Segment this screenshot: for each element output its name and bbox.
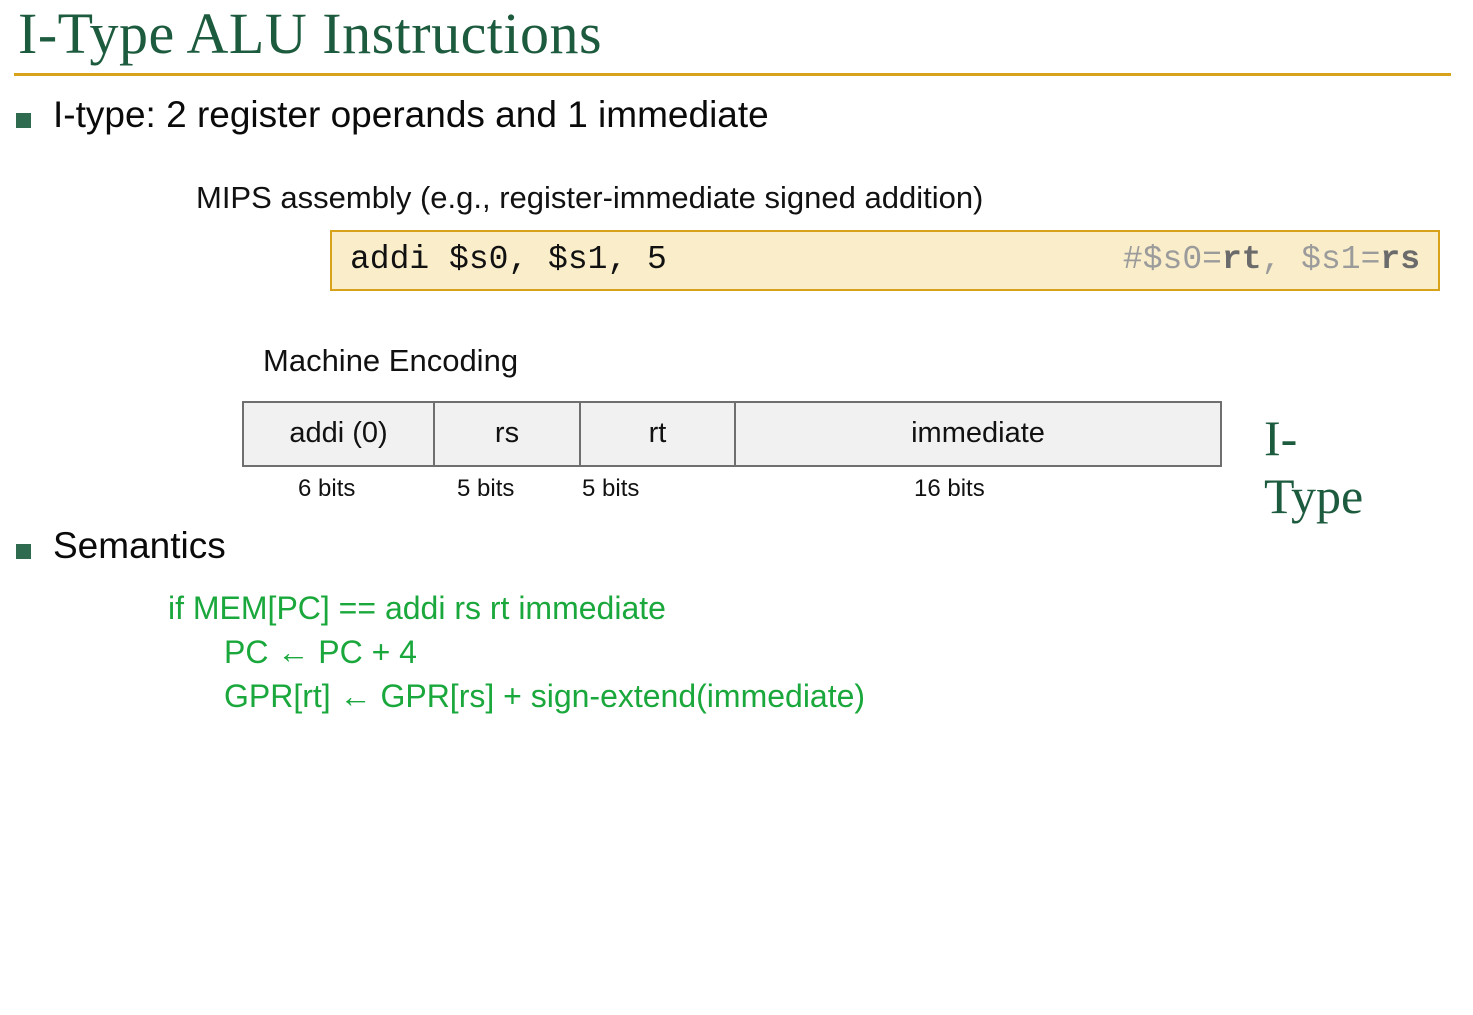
semantics-line-2: PC ← PC + 4 bbox=[224, 634, 417, 671]
bullet-square-icon bbox=[16, 544, 31, 559]
code-comment-middle: , $s1= bbox=[1261, 241, 1381, 279]
code-comment bbox=[1123, 241, 1420, 278]
code-block bbox=[330, 230, 1440, 291]
semantics-block bbox=[168, 586, 1473, 718]
code-comment-rs: rs bbox=[1380, 241, 1420, 279]
bit-width-rt: 5 bits bbox=[582, 475, 640, 503]
encoding-field-opcode: addi (0) bbox=[244, 403, 435, 465]
bullet-item-itype bbox=[16, 94, 1473, 137]
code-instruction: addi $s0, $s1, 5 bbox=[350, 241, 667, 279]
title-divider bbox=[14, 73, 1451, 76]
bullet-item-label: Semantics bbox=[53, 525, 226, 567]
assembly-caption: MIPS assembly (e.g., register-immediate signed addition) bbox=[196, 180, 984, 216]
code-comment-prefix: #$s0= bbox=[1122, 241, 1222, 279]
encoding-field-immediate: immediate bbox=[911, 417, 1045, 450]
bit-width-immediate: 16 bits bbox=[914, 475, 985, 503]
bullet-item-label: I-type: 2 register operands and 1 immediate bbox=[53, 93, 769, 135]
semantics-line-1: if MEM[PC] == addi rs rt immediate bbox=[168, 589, 666, 626]
bit-width-opcode: 6 bits bbox=[298, 475, 356, 503]
semantics-line-3: GPR[rt] ← GPR[rs] + sign-extend(immediate) bbox=[224, 678, 866, 715]
bit-width-rs: 5 bits bbox=[457, 475, 515, 503]
page-title: I-Type ALU Instructions bbox=[18, 1, 603, 66]
encoding-type-label: I-Type bbox=[1264, 410, 1364, 525]
code-comment-rt: rt bbox=[1221, 241, 1262, 279]
encoding-field-rs: rs bbox=[435, 403, 581, 465]
encoding-field-rt: rt bbox=[581, 403, 736, 465]
encoding-bit-widths bbox=[242, 467, 1222, 507]
bullet-square-icon bbox=[16, 113, 31, 128]
encoding-table bbox=[242, 401, 1222, 467]
machine-encoding-caption: Machine Encoding bbox=[263, 343, 519, 379]
bullet-item-semantics bbox=[16, 525, 1473, 568]
encoding-diagram bbox=[242, 401, 1364, 525]
